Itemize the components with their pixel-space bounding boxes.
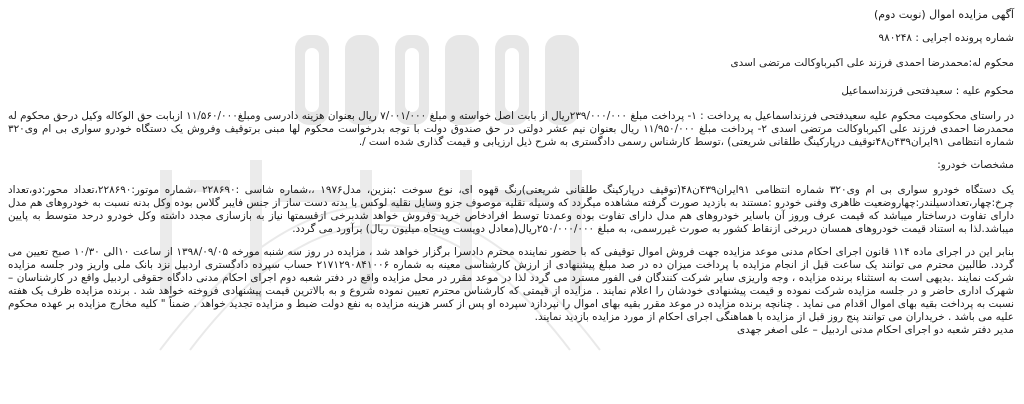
- notice-title: آگهی مزایده اموال (نوبت دوم): [873, 8, 1014, 21]
- vehicle-heading: مشخصات خودرو:: [937, 159, 1014, 171]
- creditor-line: محکوم له:محمدرضا احمدی فرزند علی اکبرباوکالت مرتضی اسدی: [730, 57, 1014, 69]
- auction-paragraph: بنابر این در اجرای ماده ۱۱۴ قانون اجرای احکام مدنی موعد مزایده جهت فروش اموال توقیفی که با حضور نماینده محترم دادسرا برگزار خواهد شد ، مزایده در روز سه شنبه مورخه ۱۳۹۸/۰۹/۰۵ از ساعت ۱۰الی ۱۰/۳۰ صبح تعیین می گردد. طالبین محترم می توانند یک ساعت قبل از انجام مزایده با پرداخت میزان ده در صد مبلغ پیشنهادی از ارزش کارشناسی معینه به شماره ۲۱۷۱۲۹۰۸۴۱۰۰۶ حساب سپرده دادگستری اردبیل نزد بانک ملی واریز ودر جلسه مزایده شرکت نمایند .بدیهی است به استثناء برنده مزایده ، وجه واریزی سایر شرکت کنندگان فی الفور مسترد می گردد لذا در موعد مقرر در محل مزایده واقع در دفتر شعبه دوم اجرای احکام مدنی دادگاه حقوقی اردبیل واقع در کارشناسان – شهرک اداری حاضر و در جلسه مزایده شرکت نموده و قیمت پیشنهادی خودشان را اعلام نمایند . مزایده از قیمتی که کارشناس محترم تعیین نموده شروع و به بالاترین قیمت پیشنهادی فروخته خواهد شد . برنده مزایده ظرف یک هفته نسبت به پرداخت بقیه بهای اموال اقدام می نماید . چنانچه برنده مزایده در موعد مقرر بقیه بهای اموال را نپردازد سپرده او پس از کسر هزینه مزایده به نفع دولت ضبط و مزایده تجدید خواهد . ضمناً " کلیه مخارج مزایده بر عهده محکوم علیه می باشد . خریداران می توانند پنج روز قبل از مزایده با هماهنگی اجرای احکام از مورد مزایده بازدید نمایند.: [8, 246, 1014, 323]
- judgment-paragraph: در راستای محکومیت محکوم علیه سعیدفتحی فرزنداسماعیل به پرداخت : ۱- پرداخت مبلغ ۲۳۹/۰۰۰/۰۰۰ریال از بابت اصل خواسته و مبلغ ۷/۰۰۱/۰۰۰ ریال بعنوان هزینه دادرسی ومبلغ۱۱/۵۶۰/۰۰۰ ازبابت حق الوکاله وکیل درحق محکوم له محمدرضا احمدی فرزند علی اکبرباوکالت مرتضی اسدی ۲- پرداخت مبلغ ۱۱/۹۵۰/۰۰۰ ریال بعنوان نیم عشر دولتی در حق صندوق دولت با توجه بدرخواست محکوم لها مبنی برتوقیف وفروش یک دستگاه خودرو سواری بی ام وی۳۲۰ شماره انتظامی ۹۱ایران۴۳۹ن۴۸توقیف درپارکینگ طلقانی شریعتی) ،توسط کارشناس رسمی دادگستری به شرح ذیل ارزیابی و قیمت گذاری شده است /.: [8, 110, 1015, 148]
- file-number: شماره پرونده اجرایی : ۹۸۰۲۴۸: [878, 32, 1014, 44]
- notice-body: [8, 8, 1014, 337]
- debtor-line: محکوم علیه : سعیدفتحی فرزنداسماعیل: [841, 85, 1014, 97]
- signature-line: مدیر دفتر شعبه دو اجرای احکام مدنی اردبیل – علی اصغر جهدی: [737, 324, 1014, 336]
- vehicle-paragraph: یک دستگاه خودرو سواری بی ام وی۳۲۰ شماره انتظامی ۹۱ایران۴۳۹ن۴۸(توقیف درپارکینگ طلقانی شریعتی)رنگ قهوه ای، نوع سوخت :بنزین، مدل۱۹۷۶ ،،شماره شاسی :۲۲۸۶۹۰ ،شماره موتور:۲۲۸۶۹۰،تعداد محور:دو،تعداد چرخ:چهار،تعدادسیلندر:چهاروضعیت ظاهری وفنی خودرو :مستند به بازدید صورت گرفته مشاهده میگردد که وسیله نقلیه موصوف جزو وسایل نقلیه لوکس با بدنه دست ساز از جنس فایبر گلاس بوده وکل بدنه نسبت به خودروهای هم مدل دارای تفاوت درساختار میباشد که قیمت عرف وروز آن باسایر خودروهای هم مدل دارای تفاوت بوده وعمدتا توسط افرادخاص خرید وفروش خواهد شدبرخی ازقسمتها نیاز به بازسازی مجدد داشته وکل خودرو درحد متوسط به پایین میباشد.لذا به استناد قیمت خودروهای همسان دربرخی ازنقاط کشور به صورت غیررسمی، به مبلغ ۲۵۰/۰۰۰/۰۰۰ریال(معادل دویست وپنجاه میلیون ریال) برآورد می گردد.: [8, 184, 1014, 235]
